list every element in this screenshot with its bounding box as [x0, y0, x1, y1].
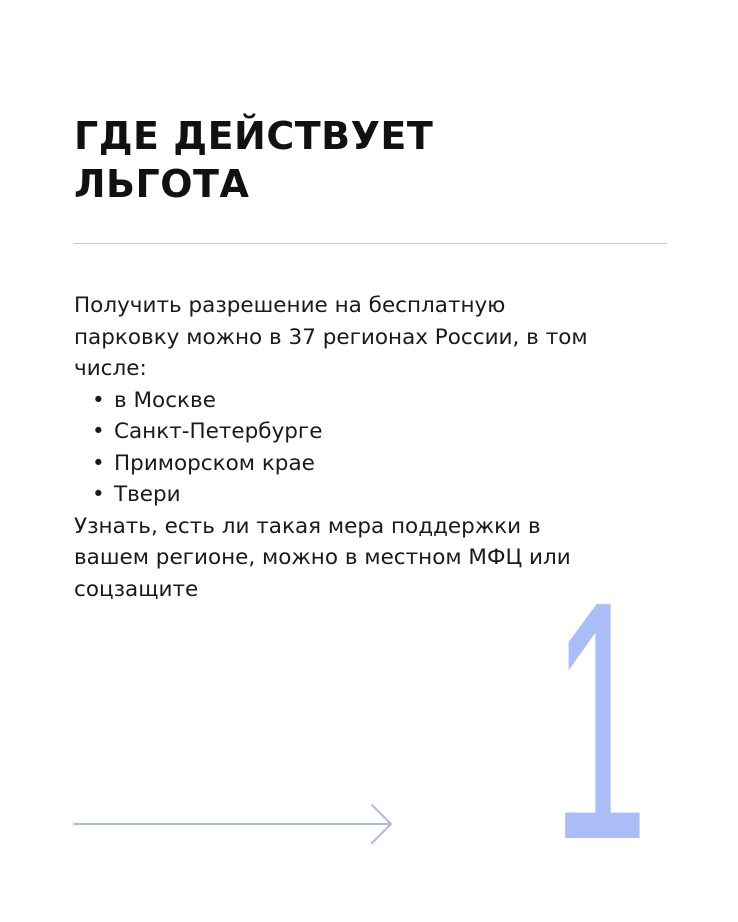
regions-list — [74, 385, 594, 511]
region-label: Твери — [114, 482, 181, 507]
bullet-icon: • — [92, 419, 105, 444]
list-item — [92, 385, 594, 417]
page-number-text: 1 — [552, 531, 648, 911]
arrow-right-icon[interactable] — [74, 800, 404, 850]
list-item — [92, 448, 594, 480]
bullet-icon: • — [92, 450, 105, 476]
bullet-icon: • — [92, 482, 105, 507]
region-label: Приморском крае — [114, 450, 315, 476]
page-title — [74, 112, 433, 208]
page-number — [540, 531, 660, 911]
body-text — [74, 290, 594, 605]
title-divider — [74, 243, 667, 244]
list-item — [92, 416, 594, 448]
outro-paragraph: Узнать, есть ли такая мера поддержки в вашем регионе, можно в местном МФЦ или соцзащите — [74, 513, 571, 602]
page-title-line-2: ЛЬГОТА — [74, 162, 250, 206]
bullet-icon: • — [92, 387, 105, 413]
region-label: Санкт-Петербурге — [114, 419, 323, 444]
list-item — [92, 479, 594, 511]
intro-paragraph: Получить разрешение на бесплатную парковку можно в 37 регионах России, в том числе: — [74, 293, 588, 381]
region-label: в Москве — [114, 387, 216, 413]
page-title-line-1: ГДЕ ДЕЙСТВУЕТ — [74, 114, 434, 158]
